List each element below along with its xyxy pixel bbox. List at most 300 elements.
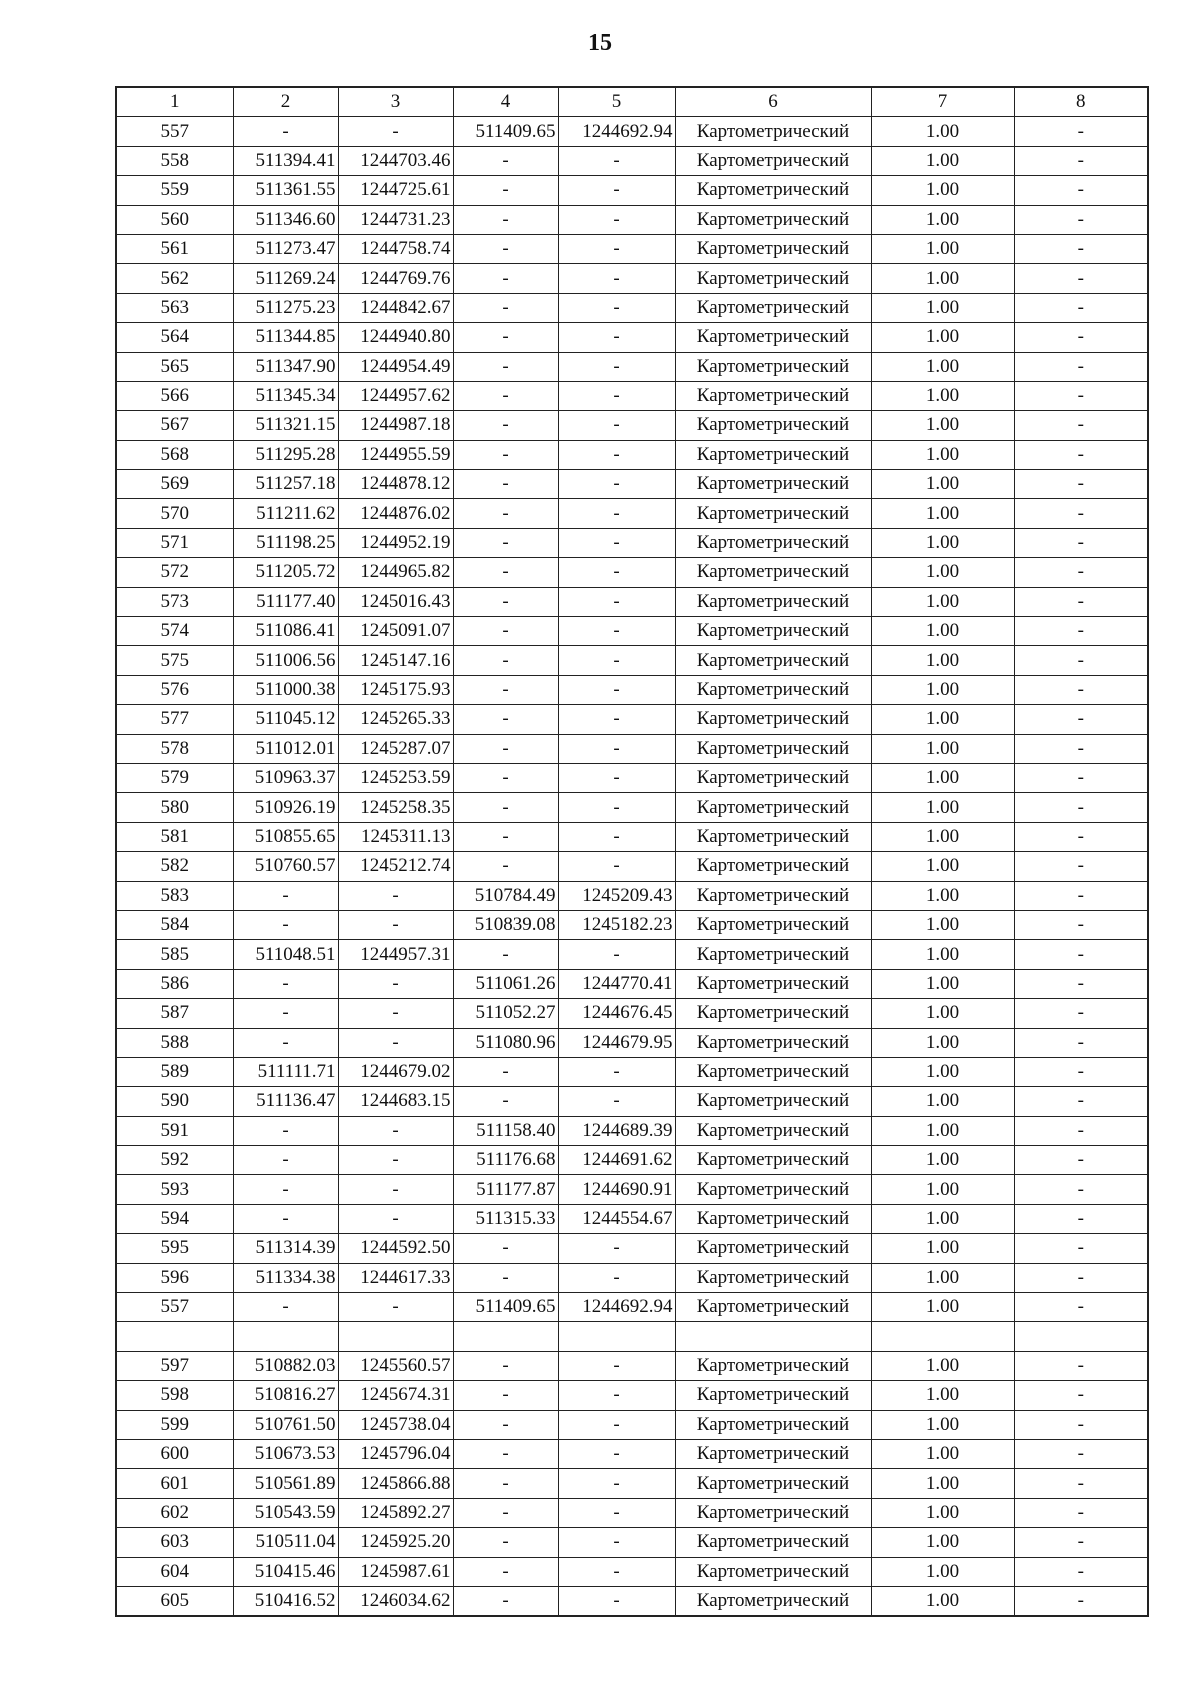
table-cell: -	[338, 1028, 453, 1057]
table-cell: 604	[116, 1557, 233, 1586]
table-cell: Картометрический	[675, 352, 871, 381]
table-cell: 580	[116, 793, 233, 822]
table-row	[116, 1116, 1148, 1145]
table-cell: -	[558, 852, 675, 881]
table-cell: -	[453, 323, 558, 352]
table-cell: -	[338, 881, 453, 910]
table-row	[116, 675, 1148, 704]
table-cell: Картометрический	[675, 705, 871, 734]
table-row	[116, 763, 1148, 792]
table-cell: -	[1014, 1557, 1148, 1586]
table-cell: -	[558, 176, 675, 205]
table-cell: 511052.27	[453, 999, 558, 1028]
table-cell: 1244691.62	[558, 1146, 675, 1175]
table-cell: -	[1014, 205, 1148, 234]
table-cell: 558	[116, 146, 233, 175]
table-cell: -	[558, 381, 675, 410]
table-cell: 510839.08	[453, 910, 558, 939]
table-cell: -	[558, 1234, 675, 1263]
table-cell: 1.00	[871, 587, 1014, 616]
table-cell: 1.00	[871, 999, 1014, 1028]
table-cell: -	[233, 1028, 338, 1057]
table-cell: 1.00	[871, 1528, 1014, 1557]
table-cell: -	[338, 1175, 453, 1204]
table-row	[116, 822, 1148, 851]
table-cell: -	[1014, 969, 1148, 998]
table-cell: 1.00	[871, 558, 1014, 587]
table-cell: -	[233, 1146, 338, 1175]
table-cell: -	[558, 1381, 675, 1410]
table-cell: 597	[116, 1351, 233, 1380]
table-cell: -	[1014, 323, 1148, 352]
column-header: 8	[1014, 87, 1148, 117]
table-cell: 511394.41	[233, 146, 338, 175]
table-cell: -	[558, 1263, 675, 1292]
table-cell: 1245738.04	[338, 1410, 453, 1439]
table-body	[116, 117, 1148, 1616]
table-row	[116, 558, 1148, 587]
table-cell: Картометрический	[675, 146, 871, 175]
table-cell: 511344.85	[233, 323, 338, 352]
table-cell: -	[453, 940, 558, 969]
table-cell: 1.00	[871, 763, 1014, 792]
table-cell: 1.00	[871, 1057, 1014, 1086]
table-cell: -	[558, 411, 675, 440]
table-row	[116, 1204, 1148, 1233]
table-cell: 561	[116, 234, 233, 263]
table-row	[116, 1175, 1148, 1204]
table-cell: -	[558, 558, 675, 587]
table-cell: 595	[116, 1234, 233, 1263]
table-cell: 1.00	[871, 940, 1014, 969]
table-row	[116, 440, 1148, 469]
column-header: 3	[338, 87, 453, 117]
table-cell: -	[453, 499, 558, 528]
table-cell: 588	[116, 1028, 233, 1057]
table-cell: 510784.49	[453, 881, 558, 910]
table-cell: Картометрический	[675, 822, 871, 851]
table-cell: -	[453, 1087, 558, 1116]
table-cell: -	[1014, 1175, 1148, 1204]
table-cell: 585	[116, 940, 233, 969]
table-cell: Картометрический	[675, 1498, 871, 1527]
table-cell: 1.00	[871, 675, 1014, 704]
table-cell: Картометрический	[675, 1439, 871, 1468]
table-cell: Картометрический	[675, 999, 871, 1028]
table-cell: -	[453, 646, 558, 675]
table-row	[116, 1234, 1148, 1263]
table-row	[116, 499, 1148, 528]
table-cell: -	[1014, 1469, 1148, 1498]
table-cell: Картометрический	[675, 440, 871, 469]
table-cell: -	[1014, 528, 1148, 557]
table-cell: -	[1014, 1234, 1148, 1263]
table-cell: Картометрический	[675, 1204, 871, 1233]
table-cell: -	[1014, 1028, 1148, 1057]
table-cell: -	[1014, 1057, 1148, 1086]
table-cell: 1.00	[871, 1439, 1014, 1468]
table-cell: -	[558, 440, 675, 469]
column-header: 6	[675, 87, 871, 117]
table-cell: 510561.89	[233, 1469, 338, 1498]
table-cell: Картометрический	[675, 587, 871, 616]
table-row	[116, 323, 1148, 352]
table-cell: 1244692.94	[558, 117, 675, 146]
table-cell: 1.00	[871, 969, 1014, 998]
table-cell: Картометрический	[675, 117, 871, 146]
table-cell: 1244592.50	[338, 1234, 453, 1263]
table-cell: -	[1014, 176, 1148, 205]
table-cell: 1244770.41	[558, 969, 675, 998]
table-cell: 1.00	[871, 705, 1014, 734]
column-header: 7	[871, 87, 1014, 117]
table-cell: 563	[116, 293, 233, 322]
table-cell: -	[558, 705, 675, 734]
table-cell: -	[558, 1557, 675, 1586]
table-cell: Картометрический	[675, 176, 871, 205]
table-cell: 1.00	[871, 117, 1014, 146]
table-cell: 1245212.74	[338, 852, 453, 881]
table-cell: -	[233, 910, 338, 939]
table-cell: -	[558, 1498, 675, 1527]
table-cell: 1.00	[871, 1028, 1014, 1057]
table-cell: 1245147.16	[338, 646, 453, 675]
table-cell: 1.00	[871, 1146, 1014, 1175]
table-cell: -	[453, 1469, 558, 1498]
table-cell: -	[338, 910, 453, 939]
table-cell: 511177.40	[233, 587, 338, 616]
table-cell: -	[453, 205, 558, 234]
table-cell: 511211.62	[233, 499, 338, 528]
table-row	[116, 1410, 1148, 1439]
table-row	[116, 528, 1148, 557]
table-cell: -	[1014, 587, 1148, 616]
table-cell: 601	[116, 1469, 233, 1498]
table-cell: 511295.28	[233, 440, 338, 469]
table-cell: -	[558, 734, 675, 763]
table-row	[116, 1439, 1148, 1468]
table-cell: 1244690.91	[558, 1175, 675, 1204]
table-cell: 598	[116, 1381, 233, 1410]
table-cell: -	[1014, 117, 1148, 146]
table-cell: -	[233, 1116, 338, 1145]
table-cell: 510882.03	[233, 1351, 338, 1380]
table-cell: -	[1014, 1439, 1148, 1468]
table-cell: -	[1014, 1410, 1148, 1439]
table-cell	[558, 1322, 675, 1351]
table-row	[116, 1028, 1148, 1057]
table-cell: Картометрический	[675, 1381, 871, 1410]
table-cell: 1.00	[871, 470, 1014, 499]
table-cell: 1244842.67	[338, 293, 453, 322]
table-cell: 1245560.57	[338, 1351, 453, 1380]
table-cell: -	[1014, 558, 1148, 587]
table-cell: Картометрический	[675, 940, 871, 969]
table-cell: 1244679.02	[338, 1057, 453, 1086]
table-cell: 1244679.95	[558, 1028, 675, 1057]
table-cell: 1.00	[871, 793, 1014, 822]
table-cell: 1.00	[871, 176, 1014, 205]
table-cell: 511012.01	[233, 734, 338, 763]
table-cell: Картометрический	[675, 1528, 871, 1557]
table-cell: 586	[116, 969, 233, 998]
table-cell: -	[453, 1557, 558, 1586]
table-cell: 560	[116, 205, 233, 234]
table-cell: Картометрический	[675, 734, 871, 763]
table-cell: 510673.53	[233, 1439, 338, 1468]
table-cell: Картометрический	[675, 381, 871, 410]
table-cell: -	[558, 646, 675, 675]
table-row	[116, 293, 1148, 322]
table-row	[116, 1146, 1148, 1175]
table-cell: 511086.41	[233, 617, 338, 646]
table-row	[116, 1528, 1148, 1557]
table-row	[116, 264, 1148, 293]
table-cell: -	[1014, 352, 1148, 381]
table-row	[116, 205, 1148, 234]
table-row	[116, 705, 1148, 734]
table-cell: -	[338, 1204, 453, 1233]
table-cell: -	[453, 1263, 558, 1292]
table-cell: -	[453, 234, 558, 263]
table-cell: -	[558, 763, 675, 792]
table-cell: -	[558, 234, 675, 263]
table-cell: 1244554.67	[558, 1204, 675, 1233]
table-cell: 510855.65	[233, 822, 338, 851]
page-number: 15	[588, 30, 612, 56]
table-cell: 1244987.18	[338, 411, 453, 440]
table-row	[116, 1263, 1148, 1292]
table-cell: 1.00	[871, 1410, 1014, 1439]
table-cell: 1244878.12	[338, 470, 453, 499]
table-cell: -	[453, 1057, 558, 1086]
table-row	[116, 793, 1148, 822]
table-row	[116, 352, 1148, 381]
table-cell: Картометрический	[675, 1293, 871, 1322]
table-cell: 1245091.07	[338, 617, 453, 646]
table-cell: Картометрический	[675, 852, 871, 881]
table-cell: -	[558, 499, 675, 528]
table-row	[116, 176, 1148, 205]
table-cell: 511061.26	[453, 969, 558, 998]
table-cell: -	[233, 969, 338, 998]
table-cell: -	[233, 881, 338, 910]
table-cell	[233, 1322, 338, 1351]
table-cell: 1244689.39	[558, 1116, 675, 1145]
table-cell: Картометрический	[675, 234, 871, 263]
table-cell: 1245258.35	[338, 793, 453, 822]
table-cell: 602	[116, 1498, 233, 1527]
table-cell: 510963.37	[233, 763, 338, 792]
table-cell: 1245265.33	[338, 705, 453, 734]
table-cell: 1244876.02	[338, 499, 453, 528]
table-cell: 511158.40	[453, 1116, 558, 1145]
table-cell: 1244725.61	[338, 176, 453, 205]
table-cell: -	[453, 1381, 558, 1410]
table-cell: 1244617.33	[338, 1263, 453, 1292]
table-cell: 511361.55	[233, 176, 338, 205]
table-cell: -	[558, 1528, 675, 1557]
table-cell: -	[233, 117, 338, 146]
table-cell: 600	[116, 1439, 233, 1468]
table-cell: 510760.57	[233, 852, 338, 881]
table-cell: -	[558, 675, 675, 704]
table-cell: 557	[116, 117, 233, 146]
table-cell: Картометрический	[675, 1087, 871, 1116]
table-row	[116, 470, 1148, 499]
table-cell: 1.00	[871, 910, 1014, 939]
table-cell: -	[1014, 293, 1148, 322]
table-cell: 605	[116, 1586, 233, 1616]
table-cell: 510926.19	[233, 793, 338, 822]
table-cell: 1245209.43	[558, 881, 675, 910]
table-cell: -	[338, 1116, 453, 1145]
table-cell: -	[1014, 999, 1148, 1028]
table-row	[116, 1469, 1148, 1498]
table-cell: -	[453, 352, 558, 381]
table-cell: Картометрический	[675, 1057, 871, 1086]
table-cell: -	[1014, 1204, 1148, 1233]
table-cell: 1244954.49	[338, 352, 453, 381]
table-cell: 511176.68	[453, 1146, 558, 1175]
table-cell: 1.00	[871, 852, 1014, 881]
table-cell: 559	[116, 176, 233, 205]
column-header: 5	[558, 87, 675, 117]
table-cell: 1245016.43	[338, 587, 453, 616]
table-cell: -	[453, 1439, 558, 1468]
table-cell: 510416.52	[233, 1586, 338, 1616]
column-header: 2	[233, 87, 338, 117]
table-cell: -	[1014, 675, 1148, 704]
table-cell: -	[453, 822, 558, 851]
table-cell: 1.00	[871, 1204, 1014, 1233]
table-cell: 511000.38	[233, 675, 338, 704]
table-cell: -	[558, 1439, 675, 1468]
table-cell: -	[453, 470, 558, 499]
table-cell: 511315.33	[453, 1204, 558, 1233]
table-cell: 511111.71	[233, 1057, 338, 1086]
table-cell: 1.00	[871, 617, 1014, 646]
table-cell: -	[1014, 470, 1148, 499]
table-cell: -	[1014, 264, 1148, 293]
table-cell: -	[1014, 234, 1148, 263]
table-cell: -	[1014, 440, 1148, 469]
table-cell: Картометрический	[675, 264, 871, 293]
table-cell: -	[1014, 793, 1148, 822]
table-cell	[871, 1322, 1014, 1351]
table-row	[116, 146, 1148, 175]
table-cell: 1.00	[871, 734, 1014, 763]
table-cell: 1.00	[871, 234, 1014, 263]
table-cell: 1245253.59	[338, 763, 453, 792]
table-row	[116, 999, 1148, 1028]
table-cell: 1.00	[871, 1175, 1014, 1204]
table-cell: 569	[116, 470, 233, 499]
table-cell: -	[453, 793, 558, 822]
table-row	[116, 910, 1148, 939]
table-cell: 1244683.15	[338, 1087, 453, 1116]
table-cell: -	[453, 705, 558, 734]
table-cell: -	[1014, 910, 1148, 939]
table-cell: 1245311.13	[338, 822, 453, 851]
table-cell: Картометрический	[675, 969, 871, 998]
table-cell: 584	[116, 910, 233, 939]
table-cell: 511273.47	[233, 234, 338, 263]
table-cell: 562	[116, 264, 233, 293]
table-cell: -	[453, 852, 558, 881]
table-cell: 1245866.88	[338, 1469, 453, 1498]
table-cell: 582	[116, 852, 233, 881]
table-row	[116, 1087, 1148, 1116]
table-cell: 566	[116, 381, 233, 410]
table-cell: Картометрический	[675, 793, 871, 822]
table-cell: 576	[116, 675, 233, 704]
table-cell: -	[1014, 1146, 1148, 1175]
table-cell: -	[453, 176, 558, 205]
column-header: 4	[453, 87, 558, 117]
table-cell: -	[233, 999, 338, 1028]
table-cell: 511006.56	[233, 646, 338, 675]
table-cell: -	[558, 1057, 675, 1086]
table-row	[116, 734, 1148, 763]
table-cell: 1.00	[871, 499, 1014, 528]
table-cell: 574	[116, 617, 233, 646]
table-cell: 1244957.62	[338, 381, 453, 410]
table-row	[116, 1057, 1148, 1086]
table-cell: 568	[116, 440, 233, 469]
table-cell: 511257.18	[233, 470, 338, 499]
table-cell: -	[453, 587, 558, 616]
table-cell: 1245892.27	[338, 1498, 453, 1527]
table-cell: 592	[116, 1146, 233, 1175]
table-cell: 1.00	[871, 381, 1014, 410]
table-row	[116, 969, 1148, 998]
table-cell: -	[1014, 705, 1148, 734]
table-cell: Картометрический	[675, 763, 871, 792]
table-cell: -	[453, 1586, 558, 1616]
table-cell: 1.00	[871, 1234, 1014, 1263]
table-row	[116, 617, 1148, 646]
table-cell: 1246034.62	[338, 1586, 453, 1616]
table-cell: 1.00	[871, 1351, 1014, 1380]
table-cell: 1.00	[871, 1293, 1014, 1322]
table-cell: 1.00	[871, 205, 1014, 234]
table-cell	[453, 1322, 558, 1351]
table-cell: Картометрический	[675, 1586, 871, 1616]
table-cell: -	[558, 264, 675, 293]
table-cell: 1.00	[871, 1586, 1014, 1616]
table-cell: 511205.72	[233, 558, 338, 587]
table-cell: -	[1014, 1381, 1148, 1410]
table-cell: -	[338, 1293, 453, 1322]
table-row	[116, 940, 1148, 969]
table-cell: -	[558, 1351, 675, 1380]
table-cell: 1.00	[871, 1116, 1014, 1145]
table-cell: -	[453, 411, 558, 440]
table-cell: -	[338, 969, 453, 998]
table-cell: 510543.59	[233, 1498, 338, 1527]
table-cell: Картометрический	[675, 1351, 871, 1380]
table-cell: 1244965.82	[338, 558, 453, 587]
table-cell: 1.00	[871, 1557, 1014, 1586]
table-cell: 603	[116, 1528, 233, 1557]
table-row	[116, 1381, 1148, 1410]
table-cell: -	[453, 617, 558, 646]
table-cell: -	[558, 1410, 675, 1439]
table-row	[116, 1351, 1148, 1380]
table-row	[116, 381, 1148, 410]
table-cell: 590	[116, 1087, 233, 1116]
